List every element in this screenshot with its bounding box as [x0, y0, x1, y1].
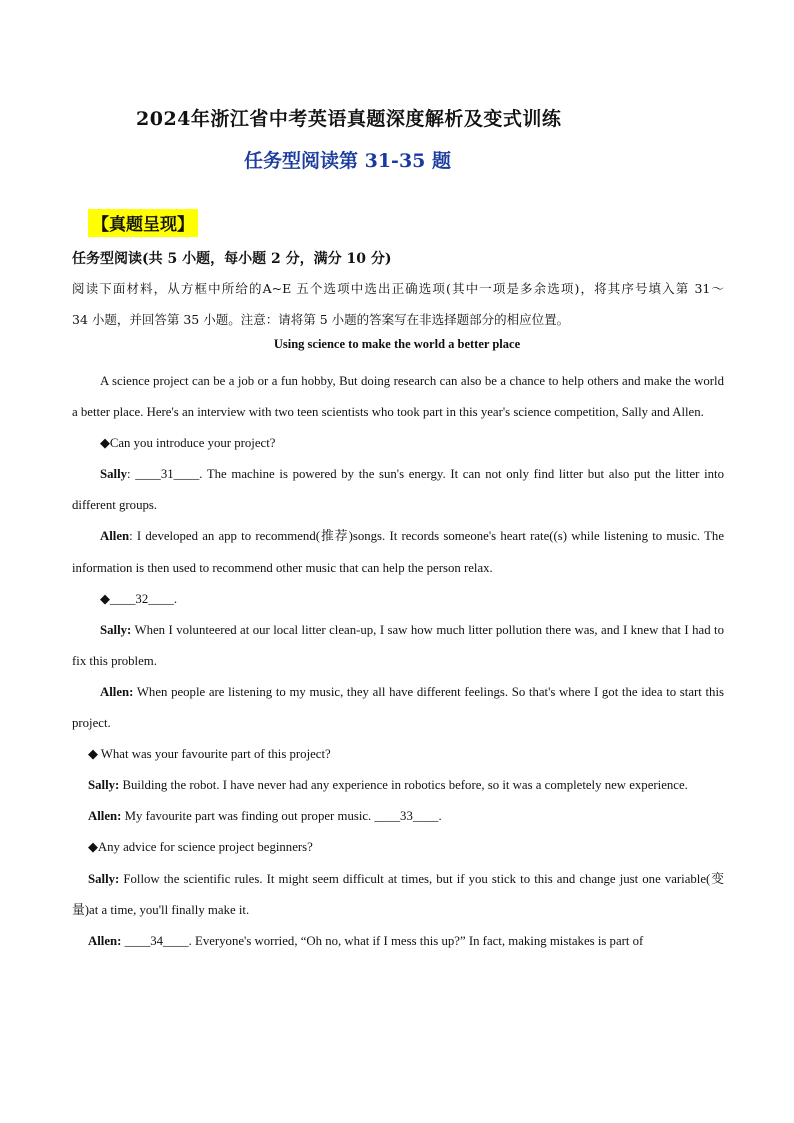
instructions-line-2: 34 小题，并回答第 35 小题。注意：请将第 5 小题的答案写在非选择题部分的相应位置。	[72, 312, 570, 327]
speaker-name: Sally:	[88, 778, 120, 793]
article-body	[72, 366, 724, 957]
answer-text: ____34____. Everyone's worried, “Oh no, what if I mess this up?” In fact, making mistakes is part of	[121, 933, 644, 948]
answer-text: Building the robot. I have never had any experience in robotics before, so it was a completely new experience.	[119, 778, 688, 793]
answer-text: My favourite part was finding out proper music. ____33____.	[121, 809, 442, 824]
question-4: ◆Any advice for science project beginners?	[88, 840, 313, 855]
page-title: 2024年浙江省中考英语真题深度解析及变式训练	[136, 108, 562, 130]
answer-allen-1	[72, 521, 724, 583]
instructions-heading: 任务型阅读(共 5 小题，每小题 2 分，满分 10 分)	[72, 251, 392, 267]
page-subtitle: 任务型阅读第 31-35 题	[244, 150, 451, 172]
answer-text: When I volunteered at our local litter clean-up, I saw how much litter pollution there was, and I knew that I had to fix this problem.	[72, 622, 724, 668]
speaker-name: Allen	[100, 529, 130, 544]
answer-text: When people are listening to my music, they all have different feelings. So that's where I got the idea to start this project.	[72, 684, 724, 731]
answer-allen-3	[72, 801, 724, 832]
speaker-name: Allen:	[88, 933, 122, 948]
answer-allen-2	[72, 677, 724, 739]
speaker-name: Sally:	[100, 622, 132, 637]
answer-sally-3	[72, 770, 724, 801]
answer-sally-2	[72, 615, 724, 677]
speaker-name: Allen:	[100, 684, 134, 699]
article-title: Using science to make the world a better place	[273, 337, 521, 351]
answer-text: : ____31____. The machine is powered by the sun's energy. It can not only find litter but also put the litter into different groups.	[72, 467, 724, 513]
instructions-line-1: 阅读下面材料，从方框中所给的A~E 五个选项中选出正确选项(其中一项是多余选项)，将其序号填入第 31～	[72, 281, 724, 296]
answer-sally-1	[72, 459, 724, 521]
question-2: ◆____32____.	[100, 591, 178, 606]
answer-text: : I developed an app to recommend(推荐)songs. It records someone's heart rate((s) while listening to music. The information is then used to recommend other music that can help the person relax.	[72, 529, 724, 575]
answer-sally-4	[72, 864, 724, 926]
question-1: ◆Can you introduce your project?	[100, 436, 276, 451]
question-3: ◆ What was your favourite part of this project?	[88, 747, 331, 762]
answer-allen-4	[72, 926, 724, 957]
speaker-name: Sally	[100, 467, 128, 482]
speaker-name: Sally:	[88, 871, 120, 886]
answer-text: Follow the scientific rules. It might seem difficult at times, but if you stick to this and change just one variable(变量)at a time, you'll finally make it.	[72, 871, 724, 917]
section-tag: 【真题呈现】	[88, 209, 198, 237]
article-intro: A science project can be a job or a fun hobby, But doing research can also be a chance to help others and make the world a better place. Here's an interview with two teen scientists who took part in this year's science competition, Sally and Allen.	[72, 374, 724, 420]
speaker-name: Allen:	[88, 809, 122, 824]
